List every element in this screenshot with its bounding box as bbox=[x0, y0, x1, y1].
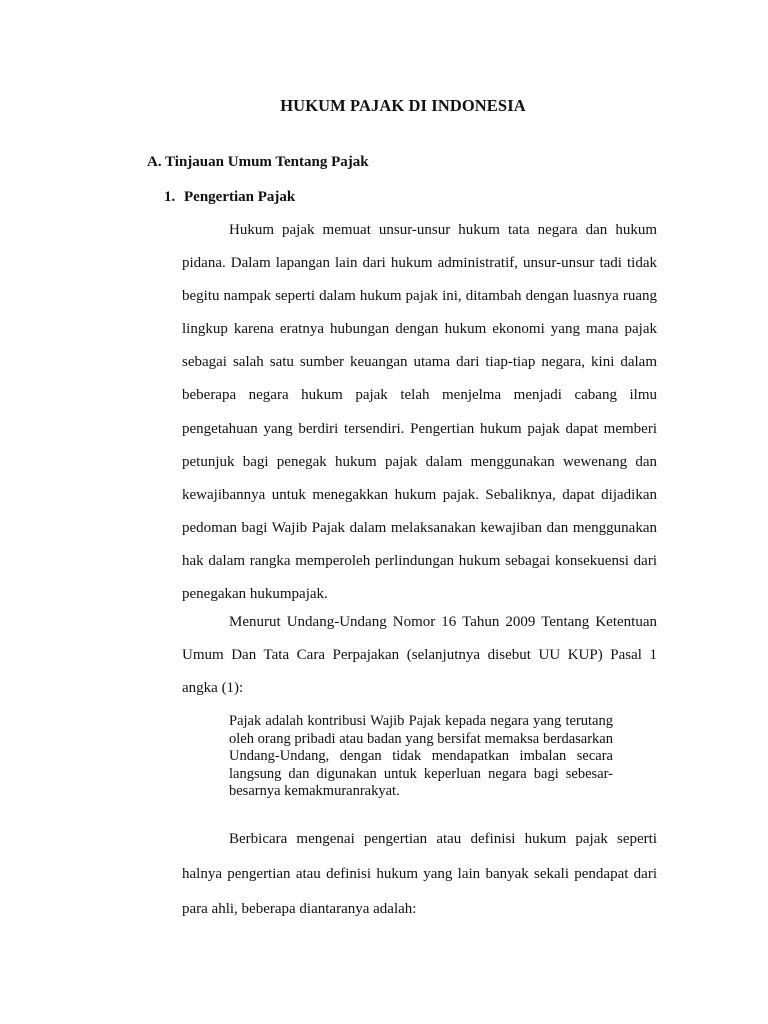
subsection-heading bbox=[164, 189, 295, 206]
paragraph-experts: Berbicara mengenai pengertian atau definisi hukum pajak seperti halnya pengertian atau definisi hukum yang lain banyak sekali pendapat dari para ahli, beberapa diantaranya adalah: bbox=[182, 831, 657, 917]
law-quote-block: Pajak adalah kontribusi Wajib Pajak kepada negara yang terutang oleh orang pribadi atau badan yang bersifat memaksa berdasarkan Undang-Undang, dengan tidak mendapatkan imbalan secara langsung dan digunakan untuk keperluan negara bagi sebesar-besarnya kemakmuranrakyat. bbox=[229, 713, 613, 799]
paragraph-definition: Hukum pajak memuat unsur-unsur hukum tata negara dan hukum pidana. Dalam lapangan lain dari hukum administratif, unsur-unsur tadi tidak begitu nampak seperti dalam hukum pajak ini, ditambah dengan luasnya ruang lingkup karena eratnya hubungan dengan hukum ekonomi yang mana pajak sebagai salah satu sumber keuangan utama dari tiap-tiap negara, kini dalam beberapa negara hukum pajak telah menjelma menjadi cabang ilmu pengetahuan yang berdiri tersendiri. Pengertian hukum pajak dapat memberi petunjuk bagi penegak hukum pajak dalam menggunakan wewenang dan kewajibannya untuk menegakkan hukum pajak. Sebaliknya, dapat dijadikan pedoman bagi Wajib Pajak dalam melaksanakan kewajiban dan menggunakan hak dalam rangka memperoleh perlindungan hukum sebagai konsekuensi dari penegakan hukumpajak. bbox=[182, 222, 657, 603]
subsection-number: 1. bbox=[164, 189, 176, 205]
paragraph-law-reference: Menurut Undang-Undang Nomor 16 Tahun 2009 Tentang Ketentuan Umum Dan Tata Cara Perpajakan (selanjutnya disebut UU KUP) Pasal 1 angka (1): bbox=[182, 614, 657, 697]
document-title: HUKUM PAJAK DI INDONESIA bbox=[280, 96, 526, 115]
section-heading: A. Tinjauan Umum Tentang Pajak bbox=[147, 154, 369, 170]
subsection-title: Pengertian Pajak bbox=[184, 189, 296, 205]
